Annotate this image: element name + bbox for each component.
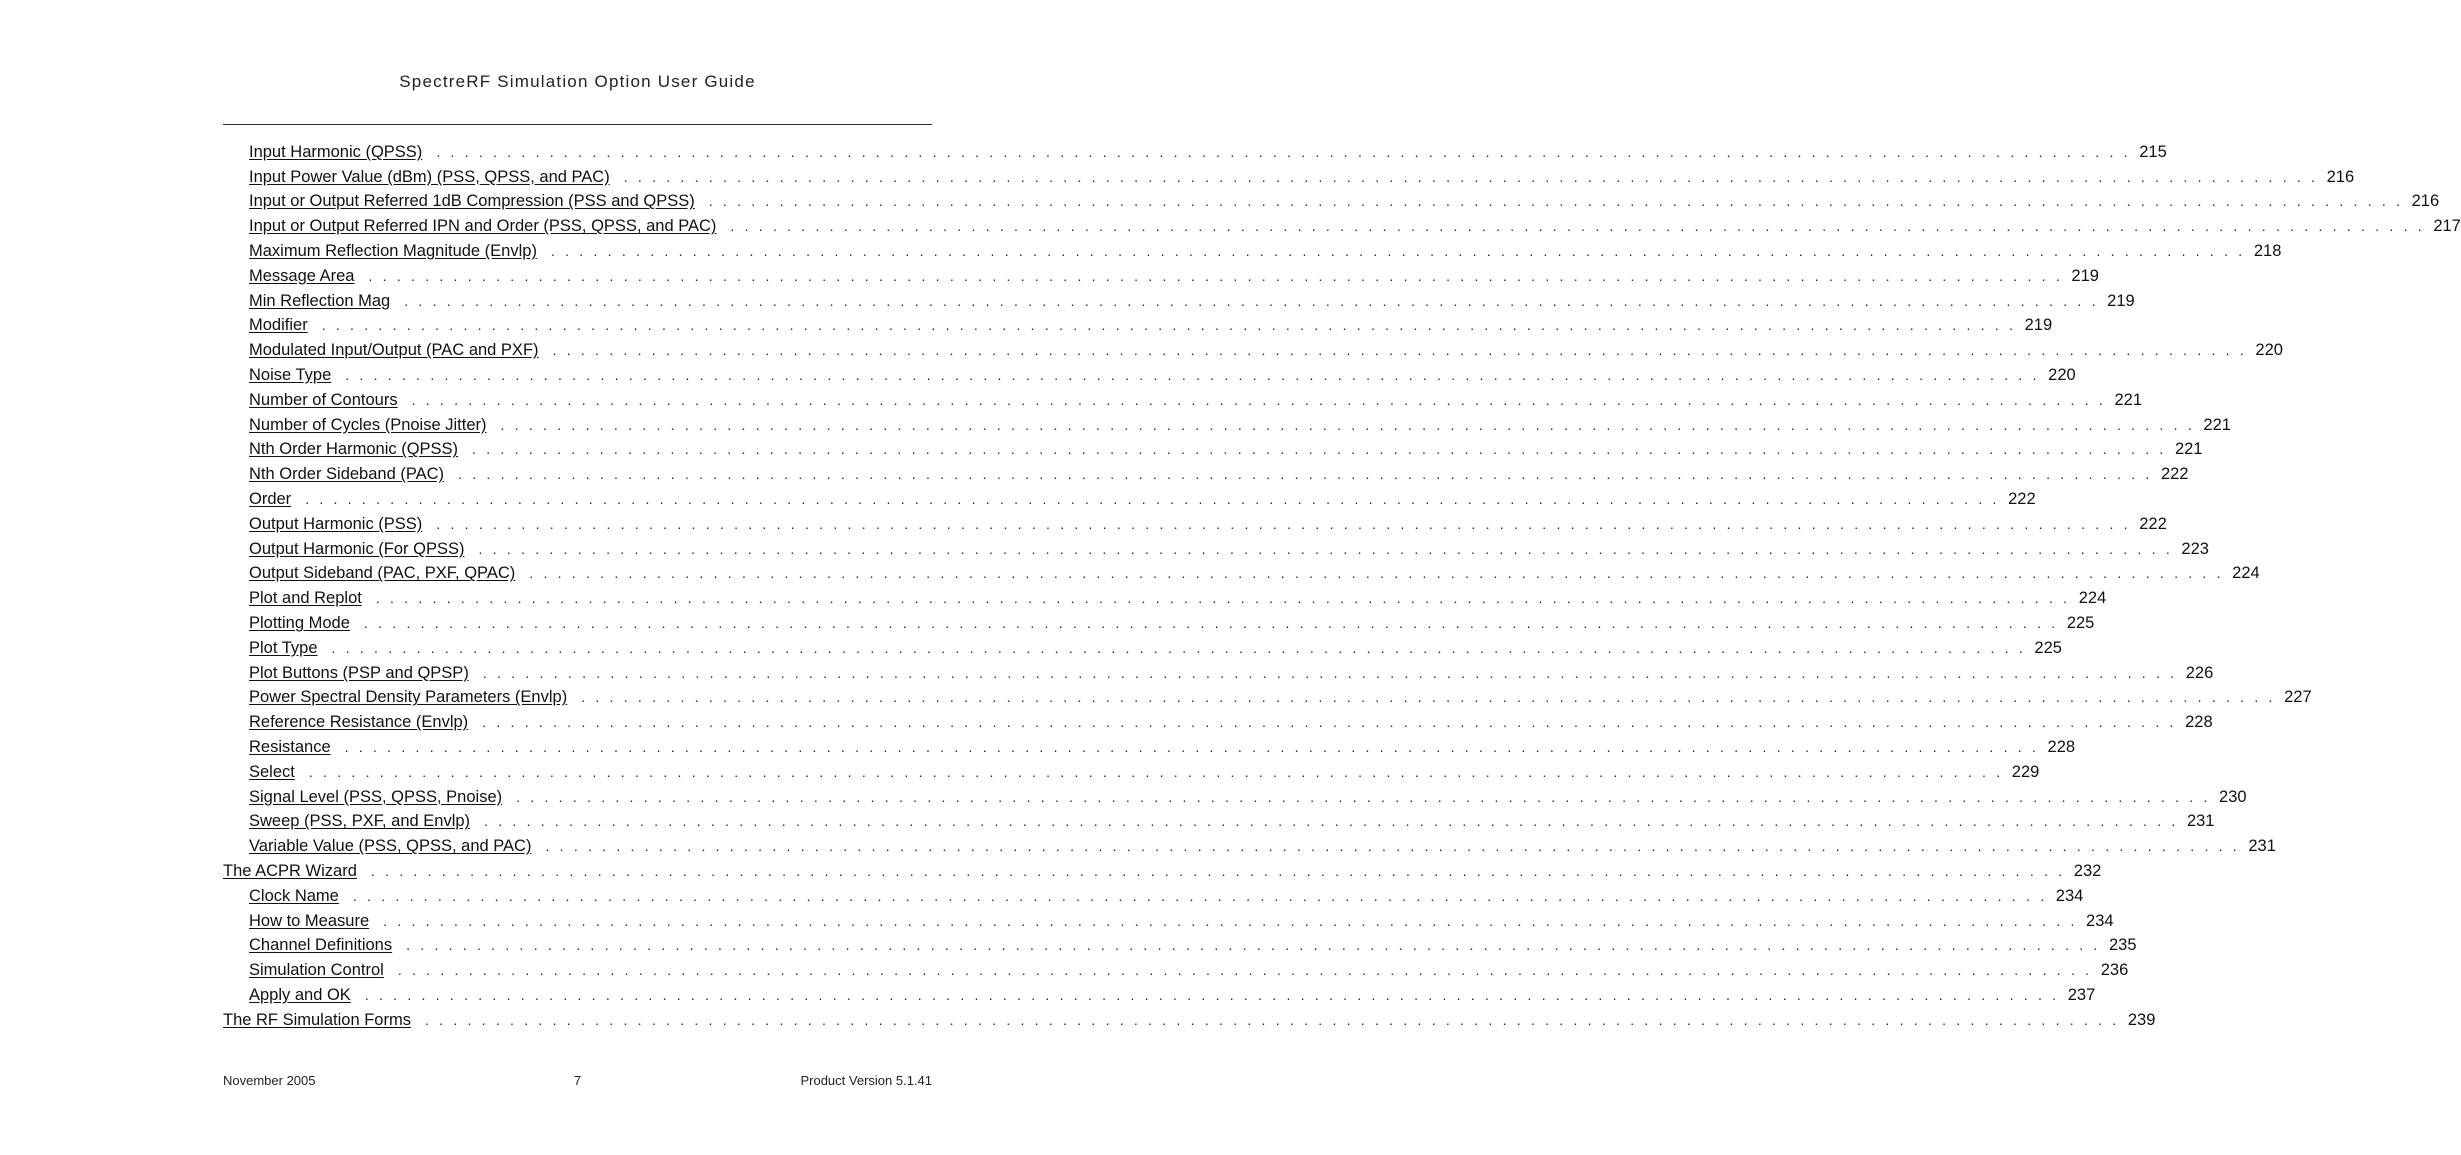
footer-version: Product Version 5.1.41 xyxy=(800,1073,932,1088)
toc-entry xyxy=(223,782,2247,807)
toc-entry xyxy=(223,385,2143,410)
toc-page-number: 225 xyxy=(2034,638,2062,657)
toc-page-number: 215 xyxy=(2139,142,2167,161)
dot-leader: . . . . . . . . . . . . . . . . . . . . . . . . . . . . . . . . . . . . . . . . . . . . . . . . . . . . . . . . . . . . . . . . . . . . . . . . . . . . . . . . . . . . . . . . . . . . . . . . . . . . . . . . . . . . . . . . . . . . . . . . xyxy=(305,490,2000,507)
dot-leader: . . . . . . . . . . . . . . . . . . . . . . . . . . . . . . . . . . . . . . . . . . . . . . . . . . . . . . . . . . . . . . . . . . . . . . . . . . . . . . . . . . . . . . . . . . . . . . . . . . . . . . . . . . . . . . . . . . . . . . . . xyxy=(730,218,2425,235)
toc-page-number: 231 xyxy=(2248,837,2276,856)
toc-link[interactable]: Message Area xyxy=(249,266,355,285)
toc-link[interactable]: Apply and OK xyxy=(249,985,351,1004)
toc-entry xyxy=(223,633,2062,658)
toc-entry xyxy=(223,484,2036,509)
toc-link[interactable]: Select xyxy=(249,762,295,781)
dot-leader: . . . . . . . . . . . . . . . . . . . . . . . . . . . . . . . . . . . . . . . . . . . . . . . . . . . . . . . . . . . . . . . . . . . . . . . . . . . . . . . . . . . . . . . . . . . . . . . . . . . . . . . . . . . . . . . . . . . . . . . . xyxy=(516,788,2211,805)
toc-page-number: 224 xyxy=(2078,589,2107,608)
toc-link[interactable]: Simulation Control xyxy=(249,961,384,980)
toc-entry xyxy=(223,881,2084,906)
toc-link[interactable]: Output Sideband (PAC, PXF, QPAC) xyxy=(249,564,516,583)
toc-entry xyxy=(223,311,2053,336)
toc-page-number: 221 xyxy=(2174,440,2203,459)
dot-leader: . . . . . . . . . . . . . . . . . . . . . . . . . . . . . . . . . . . . . . . . . . . . . . . . . . . . . . . . . . . . . . . . . . . . . . . . . . . . . . . . . . . . . . . . . . . . . . . . . . . . . . . . . . . . . . . . . . . . . . . . xyxy=(375,590,2071,607)
footer-page-number: 7 xyxy=(573,1073,582,1088)
toc-link[interactable]: Order xyxy=(249,489,292,508)
toc-link[interactable]: Variable Value (PSS, QPSS, and PAC) xyxy=(249,837,532,856)
toc-entry xyxy=(223,683,2312,708)
header-rule xyxy=(223,124,932,125)
toc-link[interactable]: Power Spectral Density Parameters (Envlp) xyxy=(249,688,568,707)
toc-link[interactable]: Resistance xyxy=(249,737,331,756)
toc-page-number: 234 xyxy=(2055,886,2084,905)
toc-page-number: 236 xyxy=(2100,961,2129,980)
toc-link[interactable]: Plot and Replot xyxy=(249,589,362,608)
toc-entry xyxy=(223,459,2189,484)
toc-page-number: 222 xyxy=(2139,514,2167,533)
toc-link[interactable]: Sweep (PSS, PXF, and Envlp) xyxy=(249,812,471,831)
toc-page-number: 217 xyxy=(2433,217,2461,236)
toc-entry xyxy=(223,807,2215,832)
toc-page-number: 229 xyxy=(2011,762,2040,781)
toc-page-number: 219 xyxy=(2071,266,2099,285)
toc-link[interactable]: Input or Output Referred 1dB Compression (PSS and QPSS) xyxy=(249,192,695,211)
toc-link[interactable]: Clock Name xyxy=(249,886,339,905)
toc-page-number: 232 xyxy=(2073,861,2102,880)
toc-entry xyxy=(223,583,2107,608)
toc-link[interactable]: Input Power Value (dBm) (PSS, QPSS, and PAC) xyxy=(249,167,610,186)
toc-entry xyxy=(223,137,2167,162)
toc-entry xyxy=(223,410,2231,435)
toc-page-number: 219 xyxy=(2107,291,2135,310)
toc-link[interactable]: How to Measure xyxy=(249,911,370,930)
toc-link[interactable]: Nth Order Harmonic (QPSS) xyxy=(249,440,459,459)
dot-leader: . . . . . . . . . . . . . . . . . . . . . . . . . . . . . . . . . . . . . . . . . . . . . . . . . . . . . . . . . . . . . . . . . . . . . . . . . . . . . . . . . . . . . . . . . . . . . . . . . . . . . . . . . . . . . . . . . . . . . . . . xyxy=(368,267,2063,284)
toc-entry xyxy=(223,608,2095,633)
toc-entry xyxy=(223,658,2214,683)
toc-entry xyxy=(223,732,2076,757)
toc-link[interactable]: Channel Definitions xyxy=(249,936,393,955)
toc-page-number: 230 xyxy=(2219,787,2247,806)
toc-entry xyxy=(223,831,2276,856)
toc-page-number: 222 xyxy=(2160,465,2189,484)
toc-page-number: 226 xyxy=(2185,663,2214,682)
dot-leader: . . . . . . . . . . . . . . . . . . . . . . . . . . . . . . . . . . . . . . . . . . . . . . . . . . . . . . . . . . . . . . . . . . . . . . . . . . . . . . . . . . . . . . . . . . . . . . . . . . . . . . . . . . . . . . . . . . . . . . . . xyxy=(363,614,2059,631)
toc-page-number: 219 xyxy=(2024,316,2053,335)
toc-page-number: 222 xyxy=(2008,489,2036,508)
toc-entry xyxy=(223,931,2137,956)
toc-entry xyxy=(223,559,2260,584)
toc-entry xyxy=(223,534,2209,559)
toc-page-number: 227 xyxy=(2284,688,2312,707)
toc-page-number: 234 xyxy=(2086,911,2114,930)
dot-leader: . . . . . . . . . . . . . . . . . . . . . . . . . . . . . . . . . . . . . . . . . . . . . . . . . . . . . . . . . . . . . . . . . . . . . . . . . . . . . . . . . . . . . . . . . . . . . . . . . . . . . . . . . . . . . . . . . . . . . . . . xyxy=(364,986,2060,1003)
toc-link[interactable]: Plot Buttons (PSP and QPSP) xyxy=(249,663,469,682)
toc-entry xyxy=(223,1005,2156,1030)
toc-entry xyxy=(223,211,2461,236)
toc-entry xyxy=(223,187,2440,212)
toc-entry xyxy=(223,707,2213,732)
dot-leader: . . . . . . . . . . . . . . . . . . . . . . . . . . . . . . . . . . . . . . . . . . . . . . . . . . . . . . . . . . . . . . . . . . . . . . . . . . . . . . . . . . . . . . . . . . . . . . . . . . . . . . . . . . . . . . . . . . . . . . . . xyxy=(345,366,2040,383)
dot-leader: . . . . . . . . . . . . . . . . . . . . . . . . . . . . . . . . . . . . . . . . . . . . . . . . . . . . . . . . . . . . . . . . . . . . . . . . . . . . . . . . . . . . . . . . . . . . . . . . . . . . . . . . . . . . . . . . . . . . . . . . xyxy=(436,515,2131,532)
toc-link[interactable]: Signal Level (PSS, QPSS, Pnoise) xyxy=(249,787,503,806)
dot-leader: . . . . . . . . . . . . . . . . . . . . . . . . . . . . . . . . . . . . . . . . . . . . . . . . . . . . . . . . . . . . . . . . . . . . . . . . . . . . . . . . . . . . . . . . . . . . . . . . . . . . . . . . . . . . . . . . . . . . . . . . xyxy=(478,540,2173,557)
footer-date: November 2005 xyxy=(223,1073,316,1088)
toc-page-number: 239 xyxy=(2127,1010,2156,1029)
toc-page-number: 235 xyxy=(2109,936,2137,955)
toc-entry xyxy=(223,236,2282,261)
toc-entry xyxy=(223,162,2355,187)
toc-link[interactable]: Maximum Reflection Magnitude (Envlp) xyxy=(249,241,537,260)
toc-link[interactable]: The ACPR Wizard xyxy=(223,861,357,880)
table-of-contents xyxy=(223,137,2461,1030)
dot-leader: . . . . . . . . . . . . . . . . . . . . . . . . . . . . . . . . . . . . . . . . . . . . . . . . . . . . . . . . . . . . . . . . . . . . . . . . . . . . . . . . . . . . . . . . . . . . . . . . . . . . . . . . . . . . . . . . . . . . . . . . xyxy=(344,738,2040,755)
toc-entry xyxy=(223,509,2167,534)
dot-leader: . . . . . . . . . . . . . . . . . . . . . . . . . . . . . . . . . . . . . . . . . . . . . . . . . . . . . . . . . . . . . . . . . . . . . . . . . . . . . . . . . . . . . . . . . . . . . . . . . . . . . . . . . . . . . . . . . . . . . . . . xyxy=(411,391,2107,408)
toc-entry xyxy=(223,980,2096,1005)
toc-page-number: 221 xyxy=(2114,390,2143,409)
dot-leader: . . . . . . . . . . . . . . . . . . . . . . . . . . . . . . . . . . . . . . . . . . . . . . . . . . . . . . . . . . . . . . . . . . . . . . . . . . . . . . . . . . . . . . . . . . . . . . . . . . . . . . . . . . . . . . . . . . . . . . . . xyxy=(708,193,2404,210)
toc-entry xyxy=(223,906,2114,931)
toc-entry xyxy=(223,286,2135,311)
toc-entry xyxy=(223,435,2203,460)
dot-leader: . . . . . . . . . . . . . . . . . . . . . . . . . . . . . . . . . . . . . . . . . . . . . . . . . . . . . . . . . . . . . . . . . . . . . . . . . . . . . . . . . . . . . . . . . . . . . . . . . . . . . . . . . . . . . . . . . . . . . . . . xyxy=(406,937,2101,954)
toc-page-number: 220 xyxy=(2255,341,2283,360)
toc-entry xyxy=(223,360,2076,385)
toc-link[interactable]: Modifier xyxy=(249,316,308,335)
toc-link[interactable]: Output Harmonic (For QPSS) xyxy=(249,539,465,558)
dot-leader: . . . . . . . . . . . . . . . . . . . . . . . . . . . . . . . . . . . . . . . . . . . . . . . . . . . . . . . . . . . . . . . . . . . . . . . . . . . . . . . . . . . . . . . . . . . . . . . . . . . . . . . . . . . . . . . . . . . . . . . . xyxy=(484,813,2179,830)
toc-entry xyxy=(223,261,2099,286)
dot-leader: . . . . . . . . . . . . . . . . . . . . . . . . . . . . . . . . . . . . . . . . . . . . . . . . . . . . . . . . . . . . . . . . . . . . . . . . . . . . . . . . . . . . . . . . . . . . . . . . . . . . . . . . . . . . . . . . . . . . . . . . xyxy=(404,292,2099,309)
dot-leader: . . . . . . . . . . . . . . . . . . . . . . . . . . . . . . . . . . . . . . . . . . . . . . . . . . . . . . . . . . . . . . . . . . . . . . . . . . . . . . . . . . . . . . . . . . . . . . . . . . . . . . . . . . . . . . . . . . . . . . . . xyxy=(383,912,2078,929)
toc-link[interactable]: Input or Output Referred IPN and Order (PSS, QPSS, and PAC) xyxy=(249,217,717,236)
dot-leader: . . . . . . . . . . . . . . . . . . . . . . . . . . . . . . . . . . . . . . . . . . . . . . . . . . . . . . . . . . . . . . . . . . . . . . . . . . . . . . . . . . . . . . . . . . . . . . . . . . . . . . . . . . . . . . . . . . . . . . . . xyxy=(397,962,2093,979)
dot-leader: . . . . . . . . . . . . . . . . . . . . . . . . . . . . . . . . . . . . . . . . . . . . . . . . . . . . . . . . . . . . . . . . . . . . . . . . . . . . . . . . . . . . . . . . . . . . . . . . . . . . . . . . . . . . . . . . . . . . . . . . xyxy=(550,242,2246,259)
toc-link[interactable]: Plot Type xyxy=(249,638,318,657)
toc-page-number: 221 xyxy=(2203,415,2231,434)
toc-link[interactable]: Number of Cycles (Pnoise Jitter) xyxy=(249,415,487,434)
toc-entry xyxy=(223,335,2283,360)
toc-page-number: 228 xyxy=(2047,737,2076,756)
toc-link[interactable]: Nth Order Sideband (PAC) xyxy=(249,465,445,484)
dot-leader: . . . . . . . . . . . . . . . . . . . . . . . . . . . . . . . . . . . . . . . . . . . . . . . . . . . . . . . . . . . . . . . . . . . . . . . . . . . . . . . . . . . . . . . . . . . . . . . . . . . . . . . . . . . . . . . . . . . . . . . . xyxy=(424,1011,2120,1028)
toc-link[interactable]: The RF Simulation Forms xyxy=(223,1010,411,1029)
dot-leader: . . . . . . . . . . . . . . . . . . . . . . . . . . . . . . . . . . . . . . . . . . . . . . . . . . . . . . . . . . . . . . . . . . . . . . . . . . . . . . . . . . . . . . . . . . . . . . . . . . . . . . . . . . . . . . . . . . . . . . . . xyxy=(458,466,2153,483)
toc-link[interactable]: Noise Type xyxy=(249,365,332,384)
toc-link[interactable]: Modulated Input/Output (PAC and PXF) xyxy=(249,341,539,360)
page-header-title: SpectreRF Simulation Option User Guide xyxy=(399,72,756,91)
dot-leader: . . . . . . . . . . . . . . . . . . . . . . . . . . . . . . . . . . . . . . . . . . . . . . . . . . . . . . . . . . . . . . . . . . . . . . . . . . . . . . . . . . . . . . . . . . . . . . . . . . . . . . . . . . . . . . . . . . . . . . . . xyxy=(545,838,2240,855)
toc-link[interactable]: Reference Resistance (Envlp) xyxy=(249,713,469,732)
dot-leader: . . . . . . . . . . . . . . . . . . . . . . . . . . . . . . . . . . . . . . . . . . . . . . . . . . . . . . . . . . . . . . . . . . . . . . . . . . . . . . . . . . . . . . . . . . . . . . . . . . . . . . . . . . . . . . . . . . . . . . . . xyxy=(472,441,2167,458)
toc-page-number: 231 xyxy=(2186,812,2215,831)
toc-page-number: 228 xyxy=(2185,713,2213,732)
toc-page-number: 223 xyxy=(2181,539,2209,558)
dot-leader: . . . . . . . . . . . . . . . . . . . . . . . . . . . . . . . . . . . . . . . . . . . . . . . . . . . . . . . . . . . . . . . . . . . . . . . . . . . . . . . . . . . . . . . . . . . . . . . . . . . . . . . . . . . . . . . . . . . . . . . . xyxy=(482,714,2177,731)
toc-page-number: 237 xyxy=(2067,985,2096,1004)
dot-leader: . . . . . . . . . . . . . . . . . . . . . . . . . . . . . . . . . . . . . . . . . . . . . . . . . . . . . . . . . . . . . . . . . . . . . . . . . . . . . . . . . . . . . . . . . . . . . . . . . . . . . . . . . . . . . . . . . . . . . . . . xyxy=(623,168,2319,185)
dot-leader: . . . . . . . . . . . . . . . . . . . . . . . . . . . . . . . . . . . . . . . . . . . . . . . . . . . . . . . . . . . . . . . . . . . . . . . . . . . . . . . . . . . . . . . . . . . . . . . . . . . . . . . . . . . . . . . . . . . . . . . . xyxy=(436,143,2131,160)
toc-page-number: 225 xyxy=(2066,613,2095,632)
dot-leader: . . . . . . . . . . . . . . . . . . . . . . . . . . . . . . . . . . . . . . . . . . . . . . . . . . . . . . . . . . . . . . . . . . . . . . . . . . . . . . . . . . . . . . . . . . . . . . . . . . . . . . . . . . . . . . . . . . . . . . . . xyxy=(529,565,2224,582)
dot-leader: . . . . . . . . . . . . . . . . . . . . . . . . . . . . . . . . . . . . . . . . . . . . . . . . . . . . . . . . . . . . . . . . . . . . . . . . . . . . . . . . . . . . . . . . . . . . . . . . . . . . . . . . . . . . . . . . . . . . . . . . xyxy=(500,416,2195,433)
toc-entry xyxy=(223,757,2040,782)
toc-page-number: 220 xyxy=(2048,365,2076,384)
toc-page-number: 218 xyxy=(2253,241,2282,260)
toc-page-number: 216 xyxy=(2411,192,2440,211)
toc-page-number: 216 xyxy=(2326,167,2355,186)
dot-leader: . . . . . . . . . . . . . . . . . . . . . . . . . . . . . . . . . . . . . . . . . . . . . . . . . . . . . . . . . . . . . . . . . . . . . . . . . . . . . . . . . . . . . . . . . . . . . . . . . . . . . . . . . . . . . . . . . . . . . . . . xyxy=(581,689,2276,706)
toc-link[interactable]: Min Reflection Mag xyxy=(249,291,391,310)
dot-leader: . . . . . . . . . . . . . . . . . . . . . . . . . . . . . . . . . . . . . . . . . . . . . . . . . . . . . . . . . . . . . . . . . . . . . . . . . . . . . . . . . . . . . . . . . . . . . . . . . . . . . . . . . . . . . . . . . . . . . . . . xyxy=(552,342,2247,359)
toc-link[interactable]: Plotting Mode xyxy=(249,613,350,632)
dot-leader: . . . . . . . . . . . . . . . . . . . . . . . . . . . . . . . . . . . . . . . . . . . . . . . . . . . . . . . . . . . . . . . . . . . . . . . . . . . . . . . . . . . . . . . . . . . . . . . . . . . . . . . . . . . . . . . . . . . . . . . . xyxy=(482,664,2178,681)
dot-leader: . . . . . . . . . . . . . . . . . . . . . . . . . . . . . . . . . . . . . . . . . . . . . . . . . . . . . . . . . . . . . . . . . . . . . . . . . . . . . . . . . . . . . . . . . . . . . . . . . . . . . . . . . . . . . . . . . . . . . . . . xyxy=(321,317,2017,334)
dot-leader: . . . . . . . . . . . . . . . . . . . . . . . . . . . . . . . . . . . . . . . . . . . . . . . . . . . . . . . . . . . . . . . . . . . . . . . . . . . . . . . . . . . . . . . . . . . . . . . . . . . . . . . . . . . . . . . . . . . . . . . . xyxy=(308,763,2004,780)
dot-leader: . . . . . . . . . . . . . . . . . . . . . . . . . . . . . . . . . . . . . . . . . . . . . . . . . . . . . . . . . . . . . . . . . . . . . . . . . . . . . . . . . . . . . . . . . . . . . . . . . . . . . . . . . . . . . . . . . . . . . . . . xyxy=(352,887,2048,904)
dot-leader: . . . . . . . . . . . . . . . . . . . . . . . . . . . . . . . . . . . . . . . . . . . . . . . . . . . . . . . . . . . . . . . . . . . . . . . . . . . . . . . . . . . . . . . . . . . . . . . . . . . . . . . . . . . . . . . . . . . . . . . . xyxy=(331,639,2026,656)
toc-entry xyxy=(223,856,2102,881)
toc-page-number: 224 xyxy=(2232,564,2260,583)
toc-link[interactable]: Input Harmonic (QPSS) xyxy=(249,142,423,161)
toc-link[interactable]: Output Harmonic (PSS) xyxy=(249,514,423,533)
dot-leader: . . . . . . . . . . . . . . . . . . . . . . . . . . . . . . . . . . . . . . . . . . . . . . . . . . . . . . . . . . . . . . . . . . . . . . . . . . . . . . . . . . . . . . . . . . . . . . . . . . . . . . . . . . . . . . . . . . . . . . . . xyxy=(370,862,2066,879)
toc-entry xyxy=(223,955,2129,980)
toc-link[interactable]: Number of Contours xyxy=(249,390,398,409)
